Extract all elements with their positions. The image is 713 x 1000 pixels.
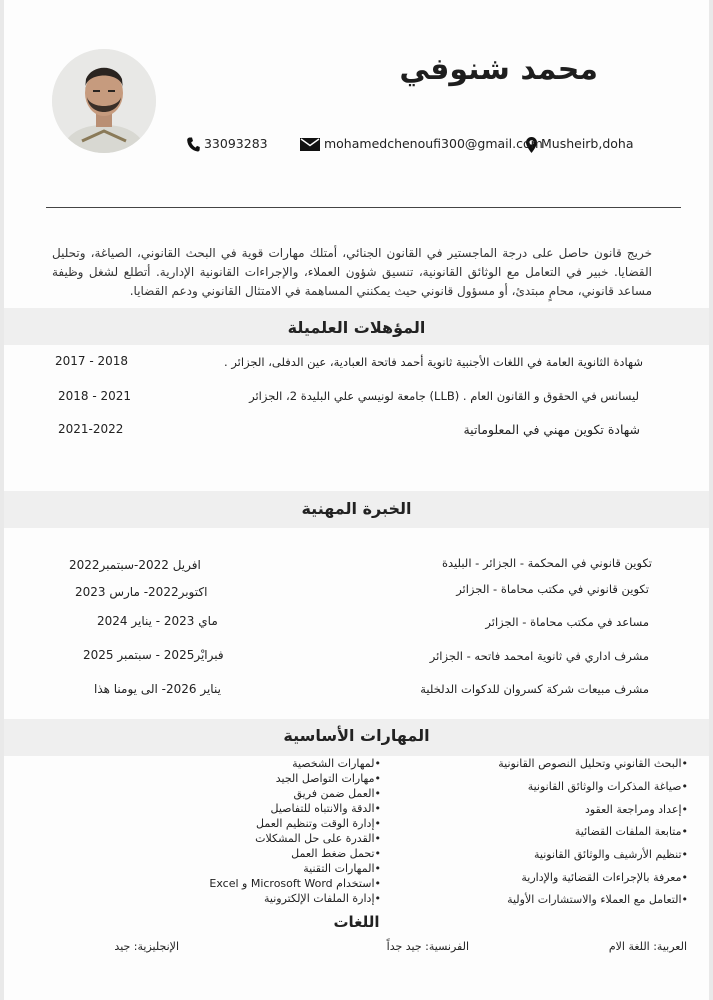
email-text[interactable]: mohamedchenoufi300@gmail.com: [323, 136, 543, 151]
skill-technical: •المهارات التقنية: [303, 862, 381, 875]
location-text: Musheirb,doha: [540, 136, 634, 151]
skill-communication: •مهارات التواصل الجيد: [275, 772, 381, 785]
skill-personal: •لمهارات الشخصية: [292, 757, 381, 770]
skill-pressure: •تحمل ضغط العمل: [291, 847, 381, 860]
page-border-right: [709, 0, 713, 1000]
skill-client-relations: •التعامل مع العملاء والاستشارات الأولية: [507, 893, 688, 906]
header-divider: [46, 207, 681, 208]
skill-archiving: •تنظيم الأرشيف والوثائق القانونية: [534, 848, 688, 861]
education-date-3: 2021-2022: [58, 422, 124, 436]
experience-item-4: مشرف اداري في ثانوية امحمد فاتحه - الجزائر: [429, 649, 649, 663]
experience-item-1: تكوين قانوني في المحكمة - الجزائر - البليدة: [442, 556, 652, 570]
profile-photo: [52, 49, 156, 153]
education-item-3: شهادة تكوين مهني في المعلوماتية: [463, 422, 640, 437]
candidate-name: محمد شنوفي: [399, 52, 598, 87]
skill-legal-research: •البحث القانوني وتحليل النصوص القانونية: [498, 757, 688, 770]
language-french: الفرنسية: جيد جداً: [386, 940, 469, 953]
experience-date-2: اكتوبر2022- مارس 2023: [75, 585, 208, 599]
experience-item-3: مساعد في مكتب محاماة - الجزائر: [485, 615, 649, 629]
education-date-1: 2017 - 2018: [55, 354, 129, 368]
skill-problem-solving: •القدرة على حل المشكلات: [255, 832, 381, 845]
skill-time-management: •إدارة الوقت وتنظيم العمل: [256, 817, 381, 830]
skill-teamwork: •العمل ضمن فريق: [293, 787, 381, 800]
skills-heading: المهارات الأساسية: [283, 726, 430, 745]
skill-e-files: •إدارة الملفات الإلكترونية: [264, 892, 381, 905]
skill-office: •استخدام Microsoft Word و Excel: [209, 877, 381, 890]
experience-date-5: يناير 2026- الى يومنا هذا: [94, 682, 221, 696]
phone-icon: [187, 136, 204, 151]
professional-summary: خريج قانون حاصل على درجة الماجستير في القانون الجنائي، أمتلك مهارات قوية في البحث القانوني، الصياغة، وتحليل القضايا. خبير في التعامل مع الوثائق القانونية، تنسيق شؤون العملاء، والإجراءات القانونية الإدارية. أتطلع لشغل وظيفة مساعد قانوني، محامٍ مبتدئ، أو مسؤول قانوني حيث يمكنني المساهمة في الامتثال القانوني ودعم القضايا.: [52, 246, 652, 298]
email-contact[interactable]: [300, 136, 543, 151]
skill-case-followup: •متابعة الملفات القضائية: [574, 825, 688, 838]
experience-item-2: تكوين قانوني في مكتب محاماة - الجزائر: [456, 582, 649, 596]
skill-drafting: •صياغة المذكرات والوثائق القانونية: [527, 780, 688, 793]
experience-date-3: ماي 2023 - يناير 2024: [97, 614, 218, 628]
education-heading: المؤهلات العلميلة: [287, 318, 426, 337]
experience-date-1: افريل 2022-سبتمبر2022: [69, 558, 201, 572]
phone-contact[interactable]: [187, 136, 268, 152]
language-english: الإنجليزية: جيد: [114, 940, 179, 953]
education-date-2: 2018 - 2021: [58, 389, 132, 403]
education-item-2: ليسانس في الحقوق و القانون العام . (LLB) جامعة لونيسي علي البليدة 2، الجزائر: [249, 389, 639, 403]
phone-text[interactable]: 33093283: [203, 136, 268, 151]
email-icon: [300, 136, 324, 151]
experience-heading: الخبرة المهنية: [301, 499, 412, 518]
experience-item-5: مشرف مبيعات شركة كسروان للدكوات الدلخلية: [420, 682, 649, 696]
experience-date-4: فبرايْر2025 - سبتمبر 2025: [83, 648, 224, 662]
skill-contracts: •إعداد ومراجعة العقود: [584, 803, 688, 816]
education-item-1: شهادة الثانوية العامة في اللغات الأجنبية ثانوية أحمد فاتحة العبادية، عين الدفلى، الجزائر .: [224, 355, 643, 369]
skill-procedures: •معرفة بالإجراءات القضائية والإدارية: [521, 871, 688, 884]
skill-attention: •الدقة والانتباه للتفاصيل: [270, 802, 381, 815]
languages-heading: اللغات: [333, 913, 380, 931]
language-arabic: العربية: اللغة الام: [608, 940, 687, 953]
